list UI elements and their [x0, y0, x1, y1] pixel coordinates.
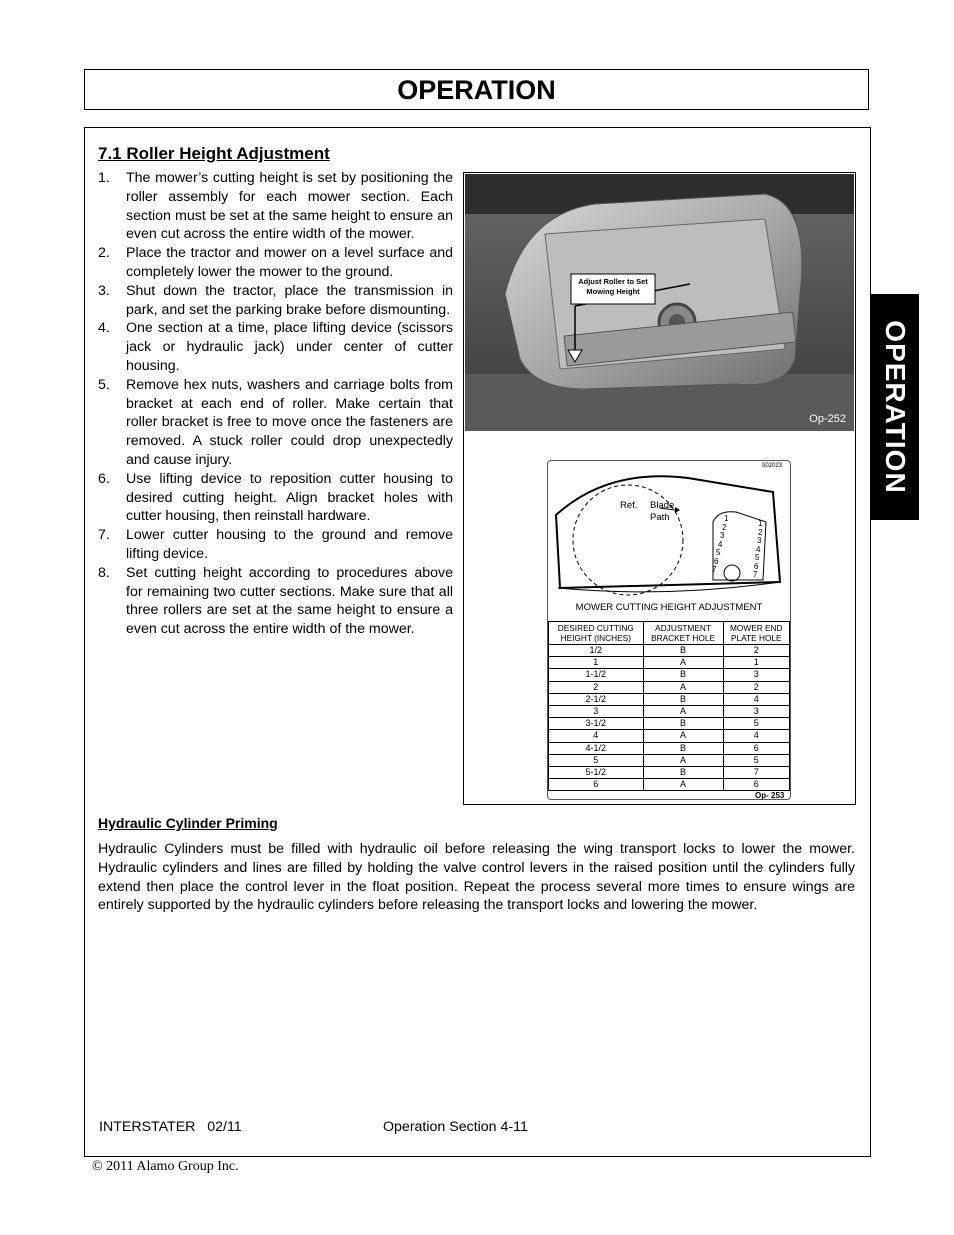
col-header-cutting-height: DESIRED CUTTING HEIGHT (INCHES): [549, 622, 644, 645]
hole-label: 1: [758, 519, 763, 528]
step-item: 3. Shut down the tractor, place the transmission in park, and set the parking brake before dismounting.: [98, 282, 453, 318]
table-row: 1/2 B 2: [549, 645, 790, 657]
step-item: 4. One section at a time, place lifting device (scissors jack or hydraulic jack) under center of cutter housing.: [98, 320, 453, 374]
table-row: 1 A 1: [549, 657, 790, 669]
col-header-bracket-hole: ADJUSTMENT BRACKET HOLE: [643, 622, 723, 645]
table-title: MOWER CUTTING HEIGHT ADJUSTMENT: [575, 602, 763, 613]
side-tab-label: OPERATION: [879, 320, 911, 494]
hole-label: 3: [720, 531, 725, 540]
step-item: 1. The mower’s cutting height is set by positioning the roller assembly for each mower section. Each section must be set at the same height to ensure an even cut across the entire width of the mower.: [98, 170, 453, 243]
hole-label: 5: [716, 548, 721, 557]
procedure-steps: [98, 169, 453, 639]
step-item: 6. Use lifting device to reposition cutter housing to desired cutting height. Align bracket holes with cutter housing, then reinstall hardware.: [98, 470, 453, 525]
step-item: 5. Remove hex nuts, washers and carriage bolts from bracket at each end of roller. Make certain that roller bracket is free to move once the fasteners are removed. A stuck roller could drop unexpectedly and cause injury.: [98, 376, 453, 468]
table-row: 5 A 5: [549, 754, 790, 766]
table-row: 1-1/2 B 3: [549, 669, 790, 681]
hole-label: 6: [754, 561, 759, 571]
mower-roller-photo: [465, 174, 854, 431]
cutting-height-table: [548, 621, 790, 791]
table-row: 5-1/2 B 7: [549, 767, 790, 779]
blade-label: Blade: [650, 500, 675, 511]
photo-callout-label: Adjust Roller to Set Mowing Height: [578, 277, 648, 296]
table-row: 3-1/2 B 5: [549, 718, 790, 730]
bracket-hole-labels-left: [712, 515, 728, 575]
diagram-caption: Op- 253: [755, 791, 785, 800]
table-header-row: [549, 622, 790, 645]
hole-label: 1: [724, 514, 729, 523]
hole-label: 7: [712, 565, 717, 574]
table-row: 2 A 2: [549, 681, 790, 693]
hole-label: 2: [722, 522, 727, 532]
plate-hole-labels-right: [752, 520, 762, 580]
hole-label: 6: [714, 556, 719, 566]
diagram-part-number: 002023: [762, 463, 783, 469]
hydraulic-paragraph: Hydraulic Cylinders must be filled with hydraulic oil before releasing the wing transport locks to lower the mower. Hydraulic cylinders and lines are filled by holding the valve control levers in the raised position until the cylinders fully extend then place the control lever in the float position. Repeat the process several more times to ensure wings are entirely supported by the hydraulic cylinders before releasing the transport locks and lowering the mower.: [98, 841, 855, 914]
copyright-notice: © 2011 Alamo Group Inc.: [92, 1159, 239, 1174]
hole-label: 3: [757, 536, 762, 545]
table-row: 4 A 4: [549, 730, 790, 742]
hole-label: 2: [758, 527, 763, 537]
footer-model-date: INTERSTATER 02/11: [99, 1119, 242, 1135]
photo-caption: Op-252: [809, 413, 846, 425]
hole-label: 5: [755, 553, 760, 562]
hydraulic-section-title: Hydraulic Cylinder Priming: [98, 815, 278, 831]
photo-graphic: [465, 174, 854, 431]
table-row: 4-1/2 B 6: [549, 742, 790, 754]
table-row: 2-1/2 B 4: [549, 693, 790, 705]
section-title: 7.1 Roller Height Adjustment: [98, 144, 330, 163]
hole-label: 7: [753, 570, 758, 579]
ref-label: Ref.: [620, 500, 638, 511]
path-label: Path: [650, 512, 670, 523]
step-item: 2. Place the tractor and mower on a level surface and completely lower the mower to the ground.: [98, 245, 453, 280]
footer-section-page: Operation Section 4-11: [383, 1119, 528, 1135]
step-item: 7. Lower cutter housing to the ground and remove lifting device.: [98, 527, 453, 562]
hole-label: 4: [718, 539, 723, 549]
step-item: 8. Set cutting height according to procedures above for remaining two cutter sections. Make sure that all three rollers are set at the same height to ensure a even cut across the entire width of the mower.: [98, 564, 453, 638]
side-section-tab: [870, 294, 919, 520]
hole-label: 4: [756, 544, 761, 554]
page-header-title: OPERATION: [84, 69, 869, 110]
table-row: 6 A 6: [549, 779, 790, 791]
table-row: 3 A 3: [549, 706, 790, 718]
col-header-plate-hole: MOWER END PLATE HOLE: [723, 622, 789, 645]
